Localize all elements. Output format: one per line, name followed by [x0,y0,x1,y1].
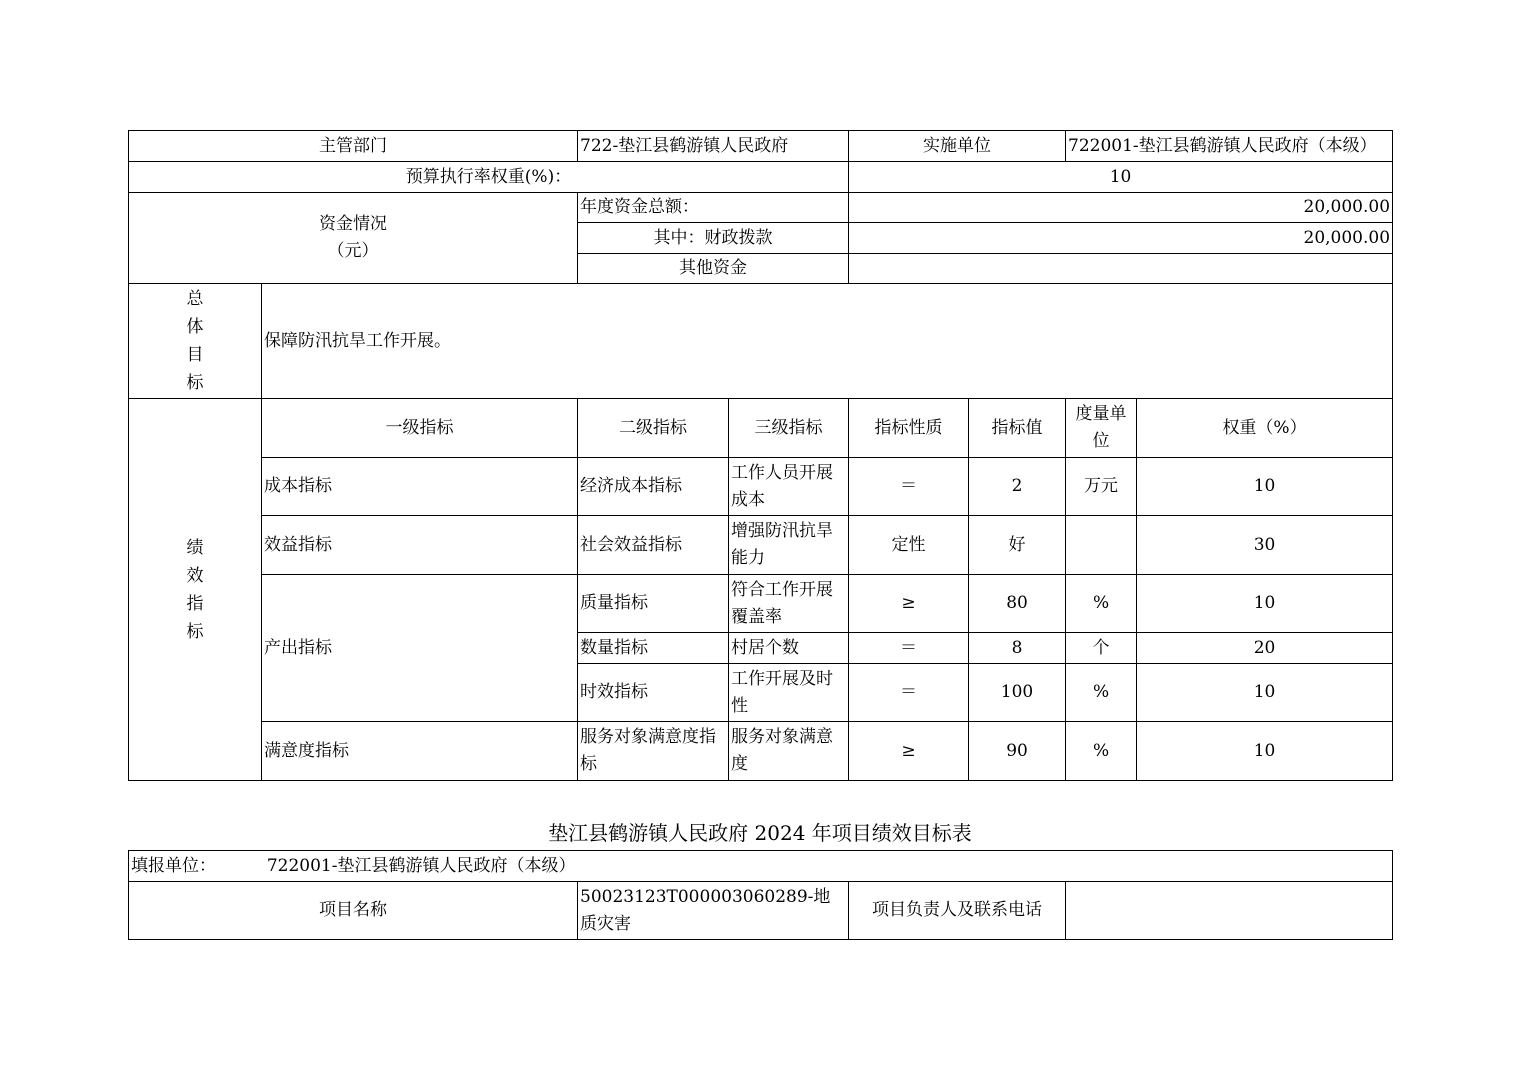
cell-unit: % [1066,722,1137,781]
cell-unit: % [1066,575,1137,633]
cell-level2: 时效指标 [578,664,729,722]
cell-level1: 成本指标 [262,458,578,516]
project-info-table [128,850,1393,940]
cell-weight: 10 [1137,722,1393,781]
cell-weight: 30 [1137,516,1393,575]
cell-level3: 增强防汛抗旱能力 [729,516,849,575]
header-unit: 度量单位 [1066,399,1137,458]
cell-level3: 符合工作开展覆盖率 [729,575,849,633]
cell-nature: ≥ [849,575,969,633]
second-table-title: 垫江县鹤游镇人民政府 2024 年项目绩效目标表 [548,821,972,845]
cell-nature: ＝ [849,664,969,722]
table-row [129,722,1393,781]
goal-text: 保障防汛抗旱工作开展。 [262,284,1393,399]
fill-unit-row [129,851,1393,882]
dept-label: 主管部门 [129,131,578,162]
cell-unit: 个 [1066,633,1137,664]
table-row [129,458,1393,516]
fund-label-line2: （元） [327,241,379,261]
project-name-value: 50023123T000003060289-地质灾害 [578,882,849,940]
cell-level3: 服务对象满意度 [729,722,849,781]
goal-label-char: 目 [186,345,204,365]
goal-label-char: 总 [186,289,204,309]
perf-label-char: 效 [186,565,204,586]
cell-level2: 质量指标 [578,575,729,633]
budget-weight-value: 10 [849,162,1393,193]
header-value: 指标值 [969,399,1066,458]
cell-level1: 效益指标 [262,516,578,575]
goal-label-char: 体 [186,317,204,337]
cell-level3: 工作人员开展成本 [729,458,849,516]
perf-label-char: 指 [186,593,204,614]
cell-nature: ＝ [849,458,969,516]
header-level3: 三级指标 [729,399,849,458]
fund-label [129,193,578,284]
project-name-label: 项目名称 [129,882,578,940]
perf-label [129,399,262,781]
cell-nature: ＝ [849,633,969,664]
cell-weight: 20 [1137,633,1393,664]
cell-level2: 服务对象满意度指标 [578,722,729,781]
header-level1: 一级指标 [262,399,578,458]
cell-level3: 村居个数 [729,633,849,664]
cell-unit [1066,516,1137,575]
fund-other-label: 其他资金 [578,254,849,284]
dept-value: 722-垫江县鹤游镇人民政府 [578,131,849,162]
fill-unit-value: 722001-垫江县鹤游镇人民政府（本级） [266,855,576,876]
header-level2: 二级指标 [578,399,729,458]
cell-value: 好 [969,516,1066,575]
fund-other-value [849,254,1393,284]
cell-level2: 经济成本指标 [578,458,729,516]
performance-target-table [128,130,1393,781]
table-row [129,575,1393,633]
cell-level3: 工作开展及时性 [729,664,849,722]
cell-value: 90 [969,722,1066,781]
header-nature: 指标性质 [849,399,969,458]
cell-value: 8 [969,633,1066,664]
contact-label: 项目负责人及联系电话 [849,882,1066,940]
cell-nature: 定性 [849,516,969,575]
perf-label-char: 标 [186,621,204,642]
cell-value: 100 [969,664,1066,722]
fund-fiscal-label: 其中：财政拨款 [578,223,849,254]
cell-unit: 万元 [1066,458,1137,516]
header-weight: 权重（%） [1137,399,1393,458]
cell-level1: 满意度指标 [262,722,578,781]
goal-label [129,284,262,399]
perf-label-char: 绩 [186,537,204,558]
fund-total-label: 年度资金总额： [578,193,849,223]
fund-label-line1: 资金情况 [319,214,387,234]
fund-fiscal-value: 20,000.00 [849,223,1393,254]
cell-nature: ≥ [849,722,969,781]
cell-unit: % [1066,664,1137,722]
cell-weight: 10 [1137,664,1393,722]
cell-level2: 数量指标 [578,633,729,664]
cell-value: 2 [969,458,1066,516]
table-row [129,516,1393,575]
cell-value: 80 [969,575,1066,633]
fund-total-value: 20,000.00 [849,193,1393,223]
cell-level1: 产出指标 [262,575,578,722]
goal-label-char: 标 [186,373,204,393]
cell-weight: 10 [1137,458,1393,516]
fill-unit-label: 填报单位： [131,855,216,876]
contact-value [1066,882,1393,940]
impl-value: 722001-垫江县鹤游镇人民政府（本级） [1066,131,1393,162]
cell-weight: 10 [1137,575,1393,633]
impl-label: 实施单位 [849,131,1066,162]
budget-weight-label: 预算执行率权重(%)： [129,162,849,193]
cell-level2: 社会效益指标 [578,516,729,575]
